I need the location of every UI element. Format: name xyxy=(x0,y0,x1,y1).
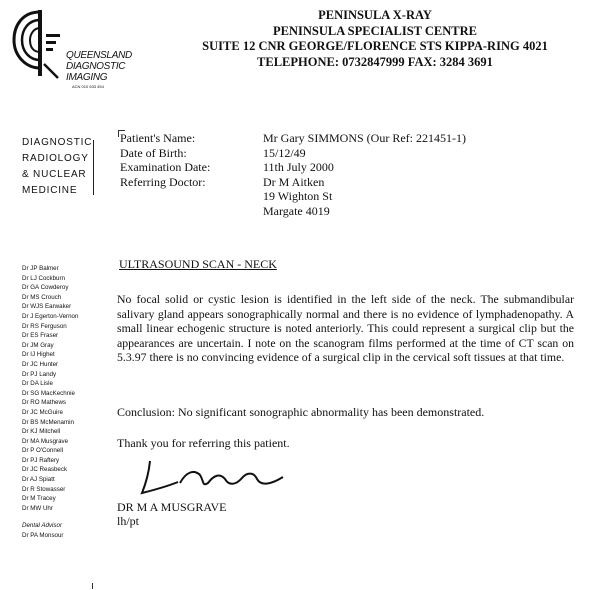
patient-name-label: Patient's Name: xyxy=(120,131,196,145)
doctor-name: Dr MS Crouch xyxy=(22,293,62,301)
address-line-2: Margate 4019 xyxy=(263,203,330,218)
doctor-name: Dr PJ Raftery xyxy=(22,456,60,464)
patient-info xyxy=(120,131,466,218)
report-conclusion: Conclusion: No significant sonographic abnormality has been demonstrated. xyxy=(117,405,485,419)
doctor-name: Dr P O'Connell xyxy=(22,447,63,455)
doctor-name: Dr GA Cowderoy xyxy=(22,284,69,292)
doctor-name: Dr MW Uhr xyxy=(22,504,53,512)
dob-value: 15/12/49 xyxy=(263,145,306,160)
dental-advisor-label: Dental Advisor xyxy=(22,522,63,530)
doctor-name: Dr JC Hunter xyxy=(22,360,59,368)
doctor-name: Dr SG MacKechnie xyxy=(22,389,75,397)
address-row xyxy=(120,189,466,204)
address-line-1: 19 Wighton St xyxy=(263,189,333,203)
letterhead-logo xyxy=(10,8,150,88)
margin-mark xyxy=(92,583,93,589)
department-block xyxy=(22,135,92,199)
logo-acn: ACN 010 633 454 xyxy=(72,84,104,89)
dental-advisor-name: Dr PA Monsour xyxy=(22,532,64,540)
logo-line-2: DIAGNOSTIC xyxy=(66,61,126,72)
referring-doctor-row xyxy=(120,175,466,190)
doctor-name: Dr R Stowasser xyxy=(22,485,66,493)
signer-name: DR M A MUSGRAVE xyxy=(117,500,227,514)
report-body: No focal solid or cystic lesion is identified in the left side of the neck. The submandibular salivary gland appears sonographically normal and there is no evidence of lymphadenopathy. A small linear echogenic structure is noted anteriorly. This could represent a surgical clip but the appearances are uncertain. I note on the scanogram films performed at the time of CT scan on 5.3.97 there is no convincing evidence of a surgical clip in the cervical soft tissues at that time. xyxy=(117,292,574,364)
exam-date-row xyxy=(120,160,466,175)
doctor-name: Dr JP Balmer xyxy=(22,265,59,272)
doctor-name: Dr WJS Earwaker xyxy=(22,303,72,311)
doctor-name: Dr DA Lisle xyxy=(22,380,53,388)
doctor-name: Dr BS McMenamin xyxy=(22,418,74,426)
exam-date-value: 11th July 2000 xyxy=(263,160,334,174)
thanks-line: Thank you for referring this patient. xyxy=(117,436,290,450)
address-row xyxy=(120,204,466,219)
doctor-name: Dr RS Ferguson xyxy=(22,322,67,330)
doctor-name: Dr ES Fraser xyxy=(22,332,59,340)
department-line: DIAGNOSTIC xyxy=(22,137,93,148)
department-divider xyxy=(93,140,94,195)
dob-label: Date of Birth: xyxy=(120,145,187,160)
department-line: RADIOLOGY xyxy=(22,153,89,164)
list-spacer xyxy=(22,513,78,521)
department-line: MEDICINE xyxy=(22,185,78,196)
dob-row xyxy=(120,146,466,161)
doctor-name: Dr J Egerton-Vernon xyxy=(22,312,79,320)
doctor-name: Dr JC Reasbeck xyxy=(22,466,68,474)
referring-doctor-value: Dr M Aitken xyxy=(263,174,325,189)
referring-doctor-label: Referring Doctor: xyxy=(120,174,206,189)
patient-name-row xyxy=(120,131,466,146)
doctor-name: Dr IJ Highet xyxy=(22,351,55,359)
qdi-emblem-icon xyxy=(10,8,70,80)
doctor-name: Dr PJ Landy xyxy=(22,370,57,378)
report-title: ULTRASOUND SCAN - NECK xyxy=(119,257,277,271)
signature-image xyxy=(128,455,298,500)
doctor-name: Dr RO Mathews xyxy=(22,399,67,407)
doctor-name: Dr MA Musgrave xyxy=(22,437,69,445)
doctor-name: Dr JM Gray xyxy=(22,341,54,349)
doctor-name: Dr AJ Spiatt xyxy=(22,476,55,484)
doctor-name: Dr LJ Cockburn xyxy=(22,274,65,282)
signer-initials: lh/pt xyxy=(117,514,140,528)
doctor-name: Dr JC McGuire xyxy=(22,408,63,416)
header-line-4: TELEPHONE: 0732847999 FAX: 3284 3691 xyxy=(257,54,493,69)
patient-name-value: Mr Gary SIMMONS (Our Ref: 221451-1) xyxy=(263,131,466,145)
signer-block xyxy=(117,500,226,528)
header-line-3: SUITE 12 CNR GEORGE/FLORENCE STS KIPPA-RING 4021 xyxy=(202,39,548,53)
department-line: & NUCLEAR xyxy=(22,169,87,180)
exam-date-label: Examination Date: xyxy=(120,160,211,174)
letterhead-header xyxy=(165,8,585,70)
logo-line-3: IMAGING xyxy=(66,72,108,83)
header-line-1: PENINSULA X-RAY xyxy=(318,8,432,22)
logo-line-1: QUEENSLAND xyxy=(66,50,132,61)
header-line-2: PENINSULA SPECIALIST CENTRE xyxy=(273,23,477,38)
doctor-name: Dr M Tracey xyxy=(22,495,56,503)
doctors-list xyxy=(22,264,78,541)
doctor-name: Dr KJ Mitchell xyxy=(22,428,61,436)
